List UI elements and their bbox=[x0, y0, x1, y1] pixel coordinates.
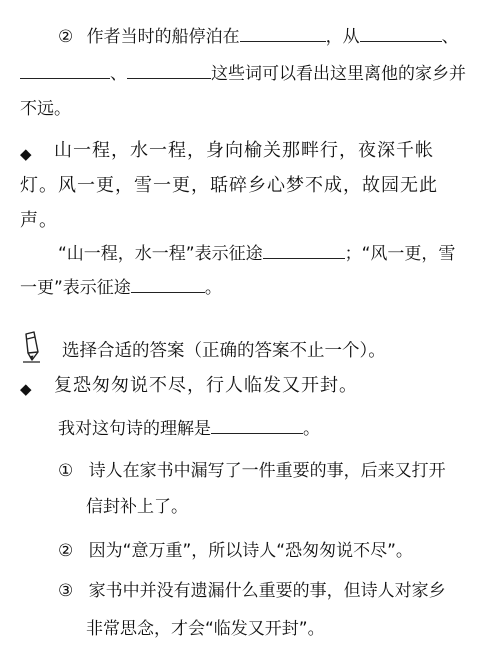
answer-blank[interactable] bbox=[211, 419, 303, 434]
question-text: ；“风一更，雪 bbox=[344, 244, 456, 264]
question-text: 、 bbox=[110, 64, 127, 84]
journey-question-line-2 bbox=[20, 277, 222, 299]
option-text: 诗人在家书中漏写了一件重要的事，后来又打开 bbox=[88, 461, 446, 481]
question-text: 。 bbox=[303, 419, 320, 439]
option-3[interactable] bbox=[58, 580, 446, 602]
option-number: ③ bbox=[58, 581, 74, 601]
answer-blank[interactable] bbox=[131, 278, 205, 293]
answer-blank[interactable] bbox=[20, 64, 110, 79]
question-text: 这些词可以看出这里离他的家乡并 bbox=[211, 64, 466, 84]
question-2-line-3: 不远。 bbox=[20, 99, 71, 119]
question-text: “山一程，水一程”表示征途 bbox=[58, 244, 263, 264]
question-2-line-2 bbox=[20, 63, 466, 85]
option-1-line-2: 信封补上了。 bbox=[86, 497, 188, 517]
answer-blank[interactable] bbox=[263, 244, 345, 259]
poem-line: 灯。风一更，雪一更，聒碎乡心梦不成，故园无此 bbox=[20, 175, 438, 196]
option-number: ① bbox=[58, 461, 74, 481]
question-text: ，从 bbox=[325, 27, 360, 47]
diamond-bullet-icon: ◆ bbox=[20, 145, 32, 163]
poem-line: 山一程，水一程，身向榆关那畔行，夜深千帐 bbox=[54, 140, 434, 161]
option-2[interactable] bbox=[58, 540, 413, 562]
option-number: ② bbox=[58, 541, 74, 561]
question-text: 。 bbox=[204, 278, 222, 298]
question-text: 我对这句诗的理解是 bbox=[58, 419, 211, 439]
option-3-line-2: 非常思念，才会“临发又开封”。 bbox=[86, 619, 325, 639]
answer-blank[interactable] bbox=[360, 27, 442, 42]
option-1[interactable] bbox=[58, 460, 446, 482]
poem-line: 复恐匆匆说不尽，行人临发又开封。 bbox=[54, 375, 358, 396]
answer-blank[interactable] bbox=[240, 27, 326, 42]
question-2-line-1 bbox=[58, 26, 459, 48]
answer-prompt bbox=[58, 418, 320, 440]
question-text: 一更”表示征途 bbox=[20, 278, 131, 298]
section-title: 选择合适的答案（正确的答案不止一个）。 bbox=[62, 341, 386, 361]
question-text: 、 bbox=[441, 27, 459, 47]
pencil-icon bbox=[20, 330, 42, 364]
question-number: ② bbox=[58, 27, 74, 47]
option-text: 家书中并没有遗漏什么重要的事，但诗人对家乡 bbox=[88, 581, 446, 601]
diamond-bullet-icon: ◆ bbox=[20, 380, 32, 398]
answer-blank[interactable] bbox=[127, 64, 211, 79]
question-text: 作者当时的船停泊在 bbox=[86, 27, 240, 47]
poem-line: 声。 bbox=[20, 210, 58, 231]
option-text: 因为“意万重”，所以诗人“恐匆匆说不尽”。 bbox=[88, 541, 413, 561]
journey-question-line-1 bbox=[58, 243, 455, 265]
